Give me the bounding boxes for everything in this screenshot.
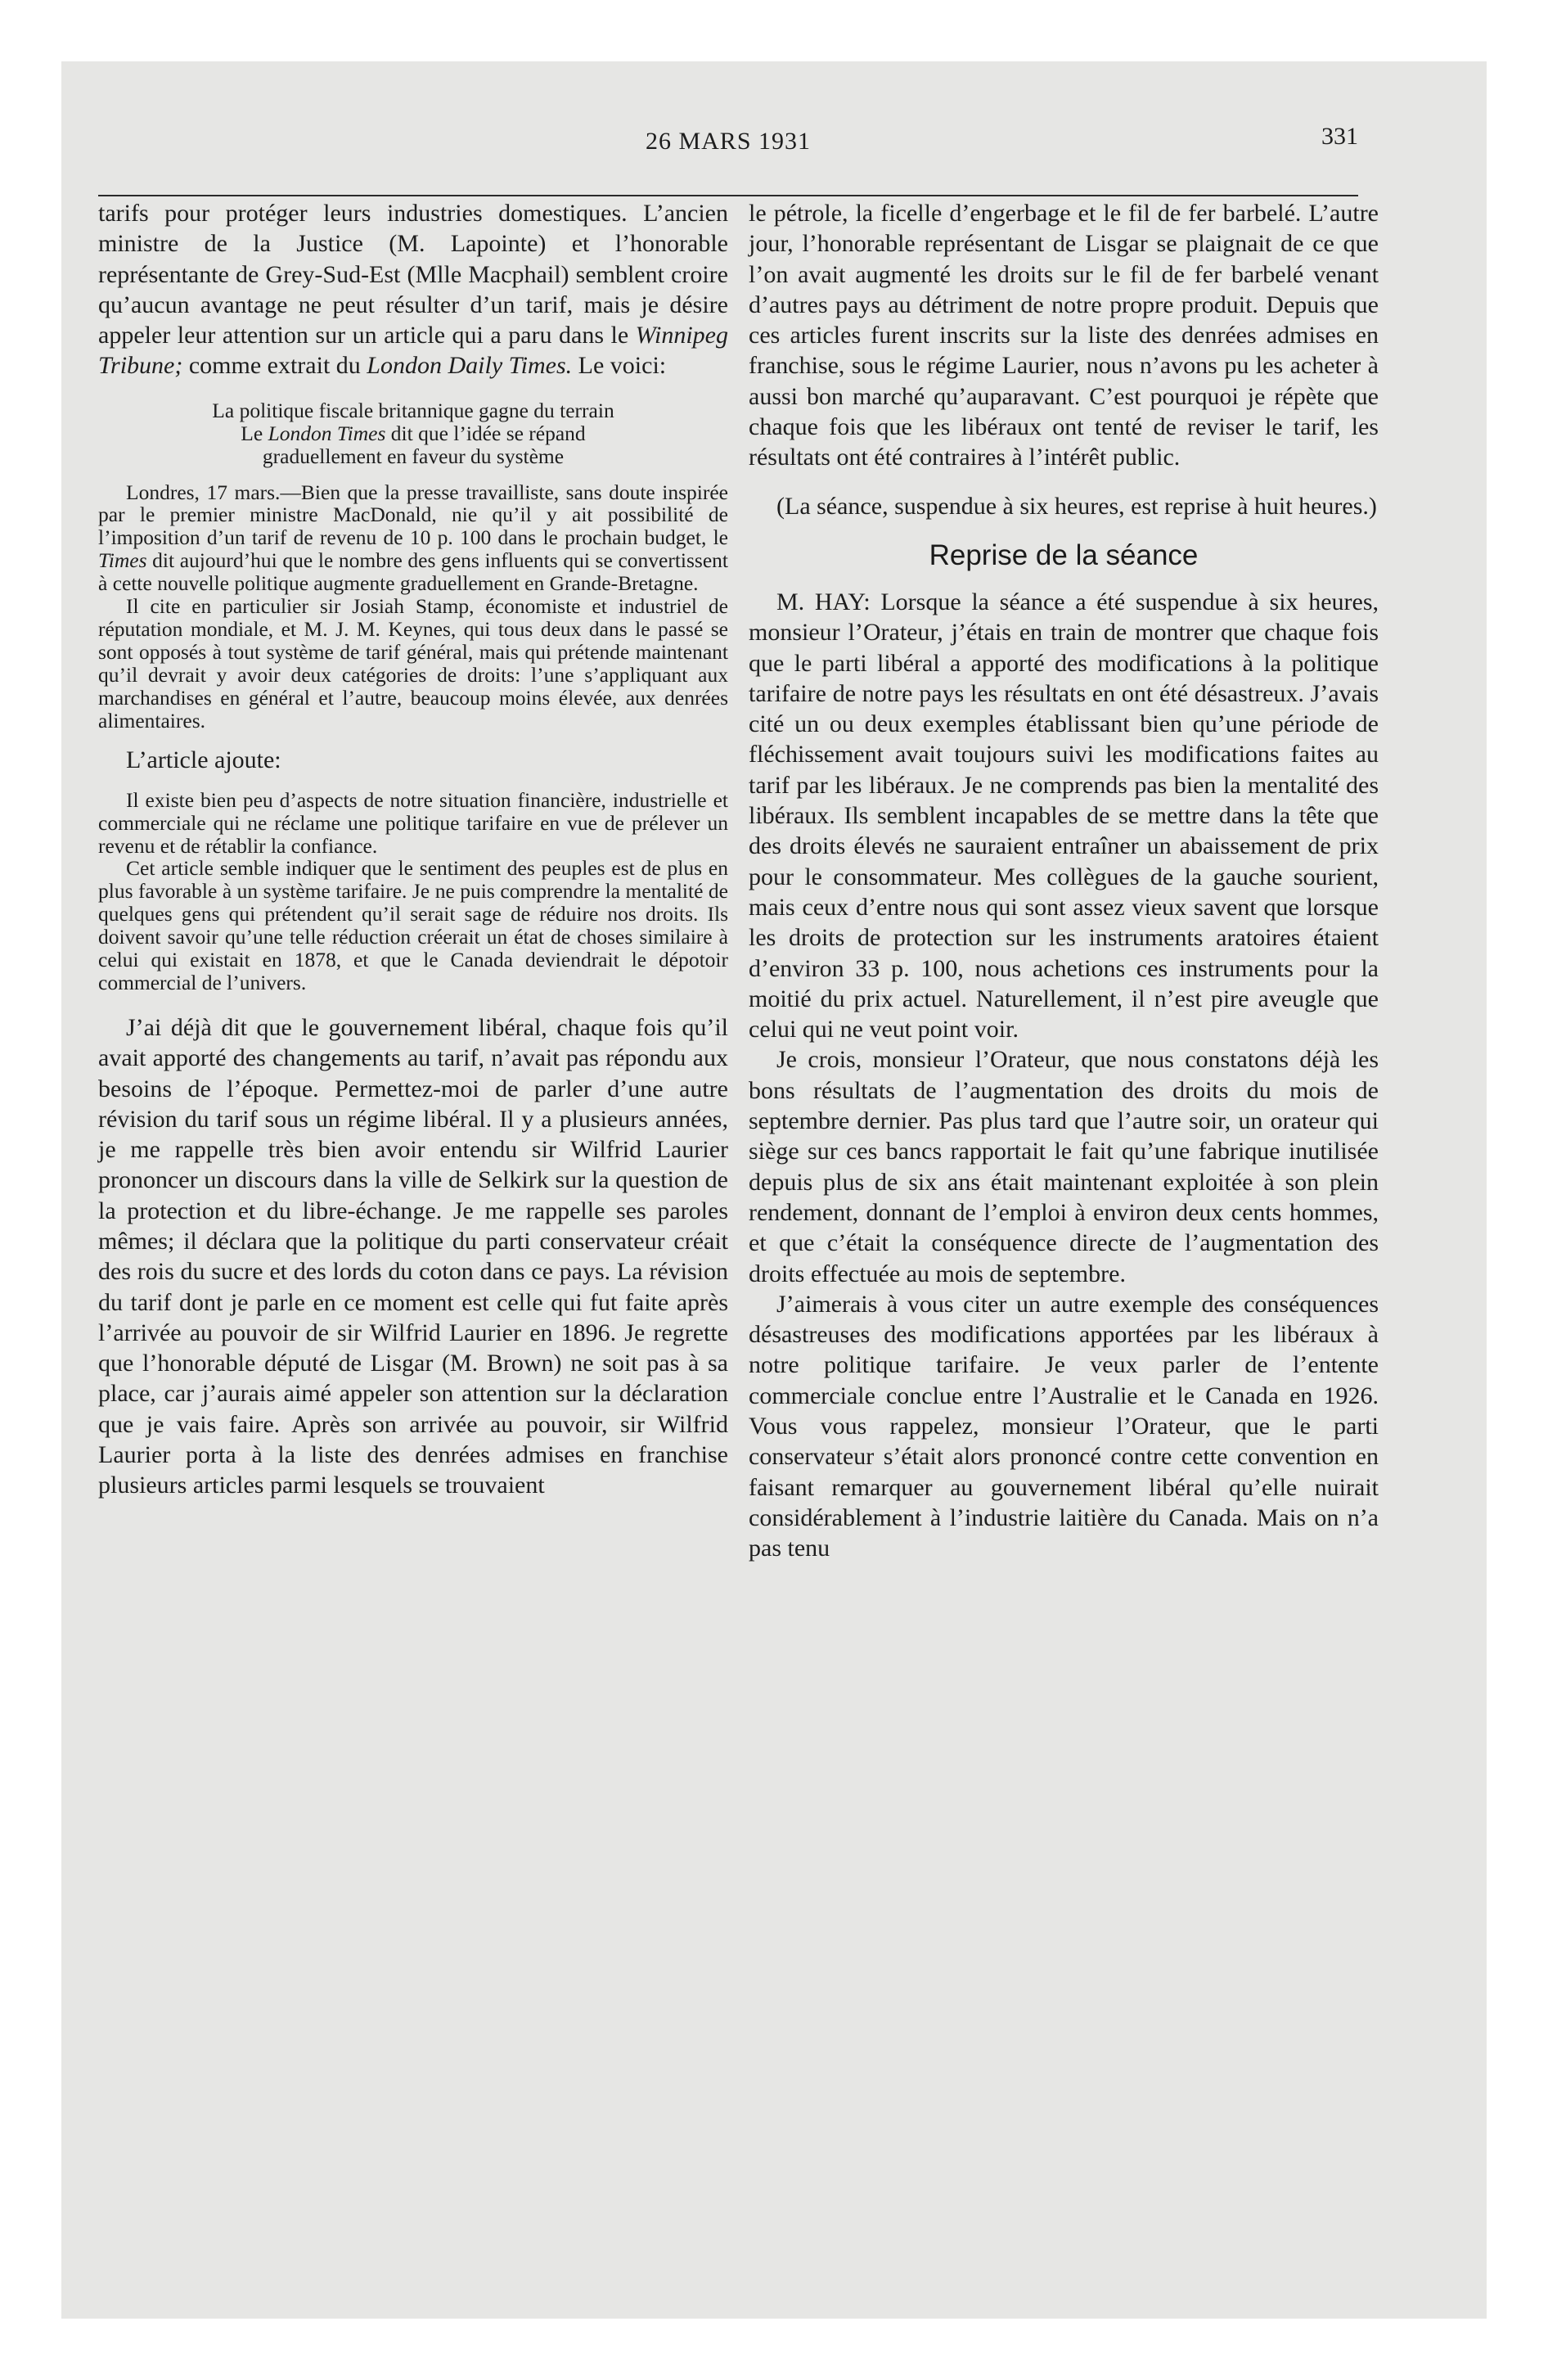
- header-rule: [98, 195, 1358, 196]
- paragraph: (La séance, suspendue à six heures, est reprise à huit heures.): [776, 492, 1377, 520]
- spacer: [98, 732, 728, 745]
- page-number: 331: [1321, 123, 1358, 150]
- newspaper-title: Times: [98, 548, 147, 573]
- quote-paragraph: Cet article semble indiquer que le sentiment des peuples est de plus en plus favorable à un système tarifaire. Je ne puis comprendre la mentalité de quelques gens qui prétendent qu’il serait sage de réduire nos droits. Ils doivent savoir qu’une telle réduction créerait un état de choses similaire à celui qui existait en 1878, et que le Canada deviendrait le dépotoir commercial de l’univers.: [98, 856, 728, 995]
- paragraph: J’ai déjà dit que le gouvernement libéral, chaque fois qu’il avait apporté des changements au tarif, n’avait pas répondu aux besoins de l’époque. Permettez-moi de parler d’une autre révision du tarif sous un régime libéral. Il y a plusieurs années, je me rappelle très bien avoir entendu sir Wilfrid Laurier prononcer un discours dans la ville de Selkirk sur la question de la protection et du libre-échange. Je me rappelle ses paroles mêmes; il déclara que la politique du parti conservateur créait des rois du sucre et des lords du coton dans ce pays. La révision du tarif dont je parle en ce moment est celle qui fut faite après l’arrivée au pouvoir de sir Wilfrid Laurier en 1896. Je regrette que l’honorable député de Lisgar (M. Brown) ne soit pas à sa place, car j’aurais aimé appeler son attention sur la déclaration que je vais faire. Après son arrivée au pouvoir, sir Wilfrid Laurier porta à la liste des denrées admises en franchise plusieurs articles parmi lesquels se trouvaient: [98, 1013, 728, 1499]
- quote-paragraph: Il cite en particulier sir Josiah Stamp, économiste et industriel de réputation mondiale, et M. J. M. Keynes, qui tous deux dans le passé se sont opposés à tout système de tarif général, mais qui prétende maintenant qu’il devrait y avoir deux catégories de droits: l’une s’appliquant aux marchandises en général et l’autre, beaucoup moins élevée, aux denrées alimentaires.: [98, 594, 728, 732]
- text-run: Le voici:: [572, 352, 667, 380]
- paragraph: J’aimerais à vous citer un autre exemple des conséquences désastreuses des modifications apportées par les libéraux à notre politique tarifaire. Je veux parler de l’entente commerciale conclue entre l’Australie et le Canada en 1926. Vous vous rappelez, monsieur l’Orateur, que le parti conservateur s’était alors prononcé contre cette convention en faisant remarquer au gouvernement libéral qu’elle nuirait considérablement à l’industrie laitière du Canada. Mais on n’a pas tenu: [749, 1290, 1379, 1562]
- spacer: [98, 776, 728, 789]
- text-run: dit que l’idée se répand: [385, 421, 586, 445]
- newspaper-title: London Times: [268, 421, 386, 445]
- newspaper-title: Winnipeg Tribune;: [98, 322, 728, 380]
- paragraph: Je crois, monsieur l’Orateur, que nous constatons déjà les bons résultats de l’augmentation des droits du mois de septembre dernier. Pas plus tard que l’autre soir, un orateur qui siège sur ces bancs rapportait le fait qu’une fabrique inutilisée depuis plus de six ans était maintenant exploitée à son plein rendement, donnant de l’emploi à environ deux cents hommes, et que c’était la conséquence directe de l’augmentation des droits effectuée au mois de septembre.: [749, 1046, 1379, 1287]
- section-heading: Reprise de la séance: [929, 539, 1199, 571]
- text-run: comme extrait du: [182, 352, 367, 380]
- left-column: [98, 198, 728, 1501]
- page-header: [98, 123, 1358, 172]
- quote-subheadline: [98, 422, 728, 445]
- text-run: dit aujourd’hui que le nombre des gens influents qui se convertissent à cette nouvelle politique augmente graduellement en Grande-Bretagne.: [98, 548, 728, 596]
- paragraph: L’article ajoute:: [126, 746, 281, 774]
- page-date: 26 MARS 1931: [645, 128, 812, 155]
- right-column: [749, 198, 1379, 1563]
- newspaper-title: London Daily Times.: [367, 352, 573, 380]
- spacer: [98, 381, 728, 399]
- quote-headline: La politique fiscale britannique gagne du terrain: [212, 398, 614, 422]
- spacer: [749, 473, 1379, 491]
- spacer: [98, 994, 728, 1012]
- paragraph: [98, 198, 728, 381]
- paragraph: M. HAY: Lorsque la séance a été suspendue à six heures, monsieur l’Orateur, j’étais en train de montrer que chaque fois que le parti libéral a apporté des modifications à la politique tarifaire de notre pays les résultats en ont été désastreux. J’avais cité un ou deux exemples établissant bien qu’une période de fléchissement avait toujours suivi les modifications faites au tarif par les libéraux. Je ne comprends pas bien la mentalité des libéraux. Ils semblent incapables de se mettre dans la tête que des droits élevés ne sauraient entraîner un abaissement de prix pour le consommateur. Mes collègues de la gauche sourient, mais ceux d’entre nous qui sont assez vieux savent que lorsque les droits de protection sur les instruments aratoires étaient d’environ 33 p. 100, nous achetions ces instruments pour la moitié du prix actuel. Naturellement, il n’est pire aveugle que celui qui ne veut point voir.: [749, 588, 1379, 1044]
- quote-subheadline: graduellement en faveur du système: [262, 444, 565, 468]
- text-run: Londres, 17 mars.—Bien que la presse travailliste, sans doute inspirée par le premier ministre MacDonald, nie qu’il y ait possibilité de l’imposition d’un tarif de revenu de 10 p. 100 dans le prochain budget, le: [98, 480, 728, 550]
- quote-paragraph: Il existe bien peu d’aspects de notre situation financière, industrielle et commerciale qui ne réclame une politique tarifaire en vue de prélever un revenu et de rétablir la confiance.: [98, 787, 728, 858]
- spacer: [98, 468, 728, 481]
- text-run: Le: [241, 421, 268, 445]
- quote-paragraph: [98, 481, 728, 596]
- paragraph: le pétrole, la ficelle d’engerbage et le fil de fer barbelé. L’autre jour, l’honorable représentant de Lisgar se plaignait de ce que l’on avait augmenté les droits sur le fil de fer barbelé venant d’autres pays au détriment de notre propre produit. Depuis que ces articles furent inscrits sur la liste des denrées admises en franchise, sous le régime Laurier, nous n’avons pu les acheter à aussi bon marché qu’auparavant. C’est pourquoi je répète que chaque fois que les libéraux ont tenté de reviser le tarif, les résultats ont été contraires à l’intérêt public.: [749, 200, 1379, 471]
- text-run: tarifs pour protéger leurs industries domestiques. L’ancien ministre de la Justice (M. Lapointe) et l’honorable représentante de Grey-Sud-Est (Mlle Macphail) semblent croire qu’aucun avantage ne peut résulter d’un tarif, mais je désire appeler leur attention sur un article qui a paru dans le: [98, 200, 728, 349]
